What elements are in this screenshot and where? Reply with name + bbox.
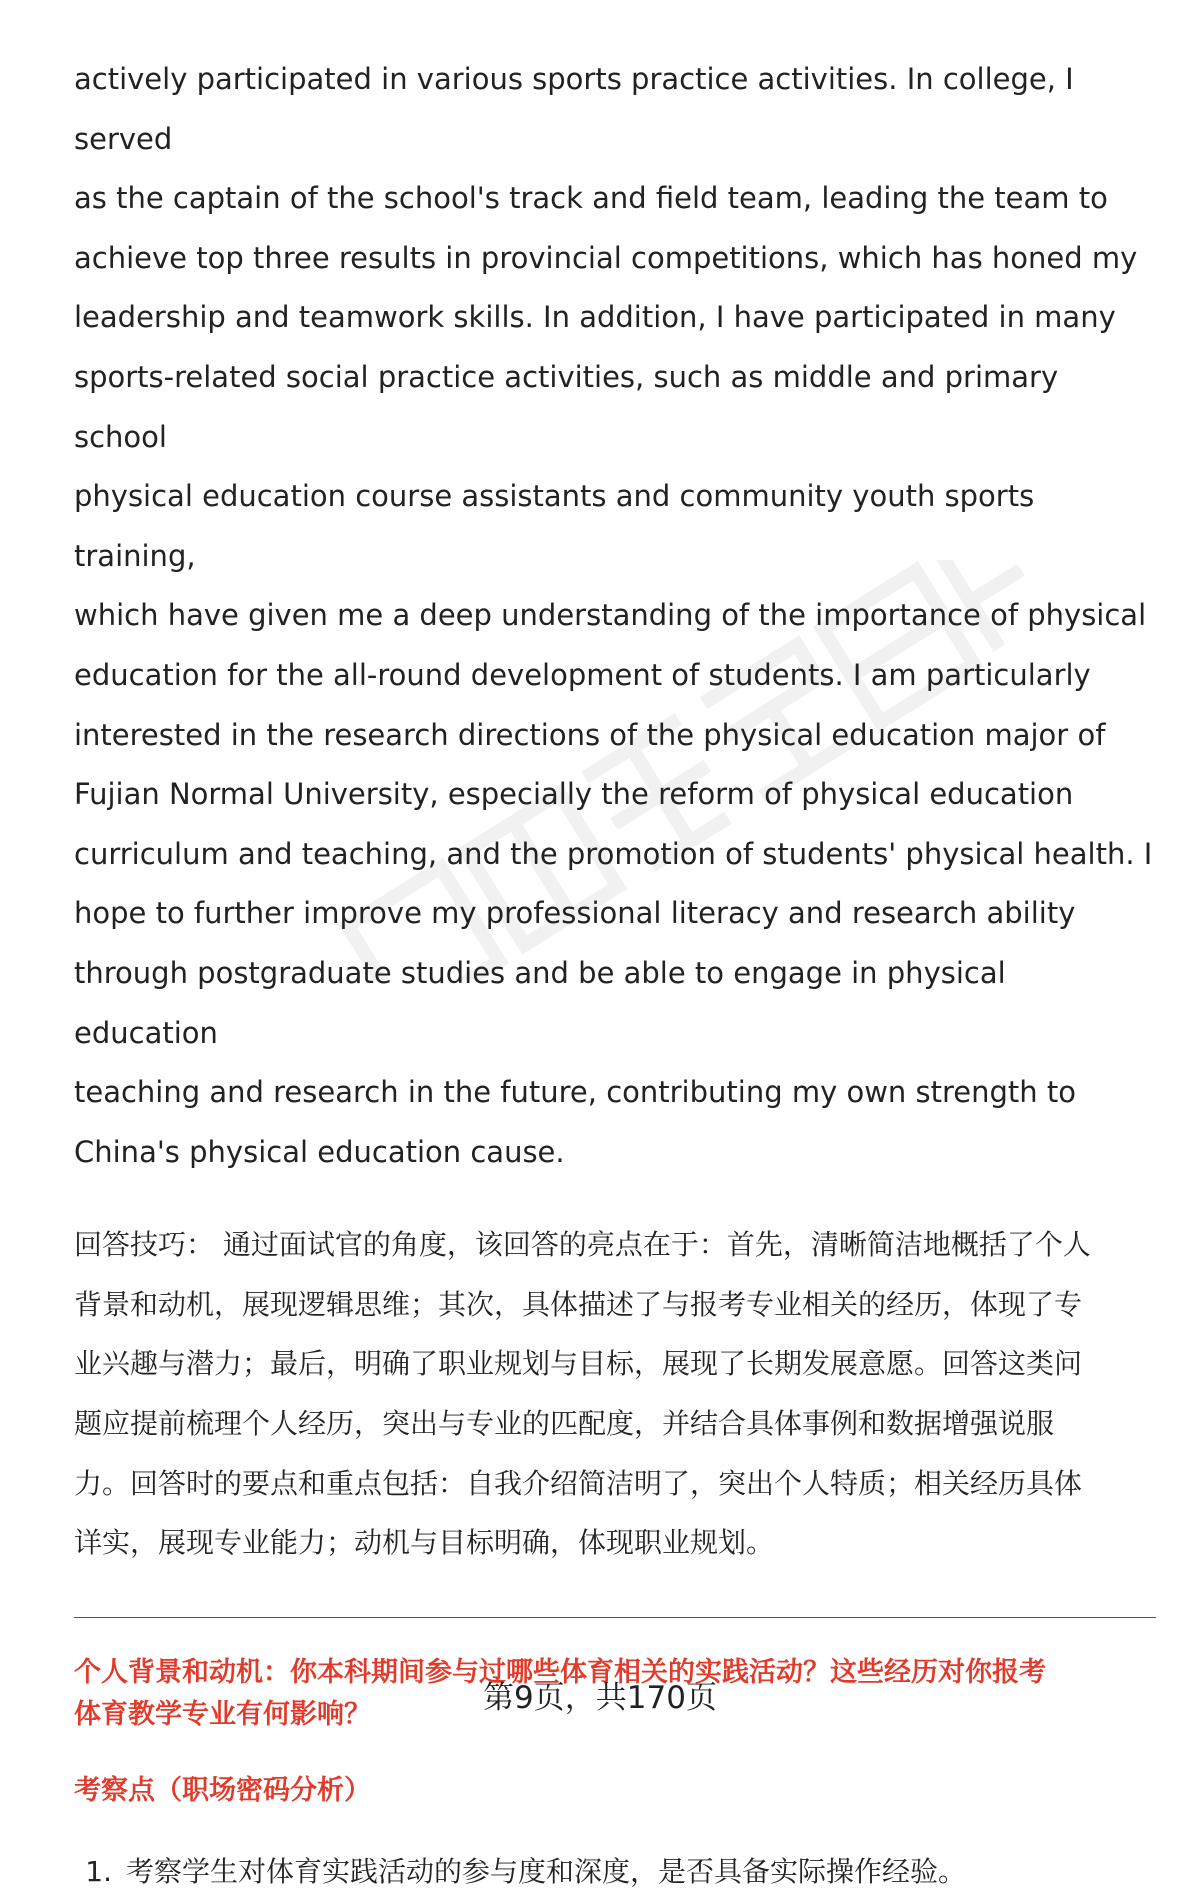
list-item-number: 1. bbox=[85, 1854, 112, 1888]
main-content bbox=[74, 50, 1154, 1894]
list-item-text: 考察学生对体育实践活动的参与度和深度，是否具备实际操作经验。 bbox=[126, 1854, 967, 1888]
english-answer-paragraph: actively participated in various sports practice activities. In college, I served as the captain of the school's track and field team, leading the team to achieve top three results in provincial competitions, which has honed my leadership and teamwork skills. In addition, I have participated in many sports-related social practice activities, such as middle and primary school physical education course assistants and community youth sports training, which have given me a deep understanding of the importance of physical education for the all-round development of students. I am particularly interested in the research directions of the physical education major of Fujian Normal University, especially the reform of physical education curriculum and teaching, and the promotion of students' physical health. I hope to further improve my professional literacy and research ability through postgraduate studies and be able to engage in physical education teaching and research in the future, contributing my own strength to China's physical education cause. bbox=[74, 62, 1153, 1169]
section-divider bbox=[74, 1617, 1156, 1618]
assessment-points-list bbox=[74, 1850, 1154, 1894]
list-item bbox=[74, 1850, 1154, 1894]
page-number-footer: 第9页，共170页 bbox=[483, 1680, 717, 1716]
question-heading: 个人背景和动机：你本科期间参与过哪些体育相关的实践活动？这些经历对你报考 体育教学专业有何影响？ bbox=[74, 1656, 1046, 1730]
answer-tips-paragraph: 回答技巧： 通过面试官的角度，该回答的亮点在于：首先，清晰简洁地概括了个人 背景和动机，展现逻辑思维；其次，具体描述了与报考专业相关的经历，体现了专 业兴趣与潜力；最后，明确了职业规划与目标，展现了长期发展意愿。回答这类问 题应提前梳理个人经历，突出与专业的匹配度，并结合具体事例和数据增强说服 力。回答时的要点和重点包括：自我介绍简洁明了，突出个人特质；相关经历具体 详实，展现专业能力；动机与目标明确，体现职业规划。 bbox=[74, 1228, 1091, 1560]
assessment-heading: 考察点（职场密码分析） bbox=[74, 1774, 371, 1806]
